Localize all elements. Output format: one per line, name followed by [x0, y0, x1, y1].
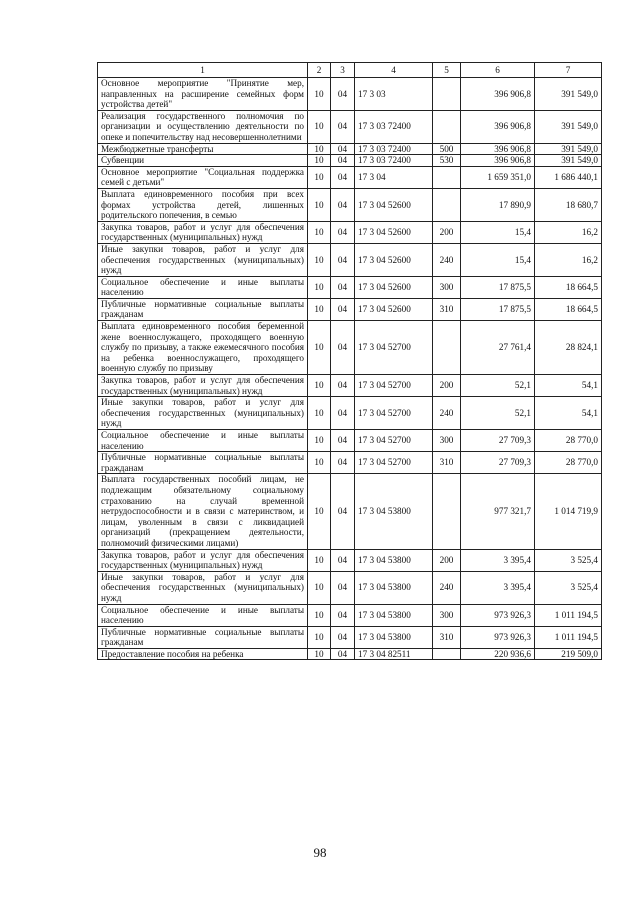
amount-year1-cell: 220 936,6: [461, 648, 535, 660]
amount-year2-cell: 1 686 440,1: [535, 166, 602, 188]
row-name-cell: Выплата единовременного пособия беременной жене военнослужащего, проходящего военную службу по призыву, а также ежемесячного пособия на ребенка военнослужащего, проходящего военную службу по призыву: [98, 321, 308, 375]
subsection-code-cell: 04: [331, 321, 355, 375]
table-row: [98, 143, 602, 155]
table-row: [98, 604, 602, 626]
amount-year1-cell: 396 906,8: [461, 143, 535, 155]
table-row: [98, 110, 602, 143]
table-row: [98, 549, 602, 571]
row-name-cell: Социальное обеспечение и иные выплаты населению: [98, 604, 308, 626]
expense-type-cell: [433, 188, 461, 221]
row-name-cell: Субвенции: [98, 155, 308, 167]
expense-type-cell: 310: [433, 452, 461, 474]
table-row: [98, 474, 602, 549]
target-article-cell: 17 3 04 52600: [355, 221, 433, 243]
section-code-cell: 10: [308, 648, 331, 660]
target-article-cell: 17 3 04 53800: [355, 549, 433, 571]
amount-year2-cell: 54,1: [535, 375, 602, 397]
section-code-cell: 10: [308, 298, 331, 320]
amount-year2-cell: 391 549,0: [535, 155, 602, 167]
row-name-cell: Публичные нормативные социальные выплаты гражданам: [98, 298, 308, 320]
table-row: [98, 221, 602, 243]
amount-year1-cell: 396 906,8: [461, 155, 535, 167]
amount-year2-cell: 391 549,0: [535, 143, 602, 155]
expense-type-cell: 200: [433, 375, 461, 397]
subsection-code-cell: 04: [331, 604, 355, 626]
amount-year1-cell: 973 926,3: [461, 604, 535, 626]
row-name-cell: Иные закупки товаров, работ и услуг для обеспечения государственных (муниципальных) нужд: [98, 243, 308, 276]
subsection-code-cell: 04: [331, 166, 355, 188]
amount-year2-cell: 18 664,5: [535, 298, 602, 320]
section-code-cell: 10: [308, 276, 331, 298]
row-name-cell: Закупка товаров, работ и услуг для обеспечения государственных (муниципальных) нужд: [98, 375, 308, 397]
amount-year1-cell: 27 709,3: [461, 452, 535, 474]
section-code-cell: 10: [308, 143, 331, 155]
row-name-cell: Иные закупки товаров, работ и услуг для обеспечения государственных (муниципальных) нужд: [98, 571, 308, 604]
table-row: [98, 188, 602, 221]
amount-year2-cell: 1 014 719,9: [535, 474, 602, 549]
expense-type-cell: 240: [433, 397, 461, 430]
amount-year1-cell: 52,1: [461, 375, 535, 397]
amount-year2-cell: 16,2: [535, 243, 602, 276]
expense-type-cell: 310: [433, 298, 461, 320]
amount-year1-cell: 977 321,7: [461, 474, 535, 549]
target-article-cell: 17 3 04 52600: [355, 188, 433, 221]
table-body: [98, 78, 602, 660]
row-name-cell: Предоставление пособия на ребенка: [98, 648, 308, 660]
target-article-cell: 17 3 04 53800: [355, 474, 433, 549]
expense-type-cell: 200: [433, 221, 461, 243]
amount-year2-cell: 28 770,0: [535, 430, 602, 452]
row-name-cell: Закупка товаров, работ и услуг для обеспечения государственных (муниципальных) нужд: [98, 221, 308, 243]
subsection-code-cell: 04: [331, 648, 355, 660]
table-row: [98, 276, 602, 298]
expense-type-cell: 530: [433, 155, 461, 167]
amount-year1-cell: 17 890,9: [461, 188, 535, 221]
amount-year1-cell: 15,4: [461, 243, 535, 276]
row-name-cell: Выплата единовременного пособия при всех формах устройства детей, лишенных родительского попечения, в семью: [98, 188, 308, 221]
subsection-code-cell: 04: [331, 78, 355, 111]
row-name-cell: Публичные нормативные социальные выплаты гражданам: [98, 452, 308, 474]
target-article-cell: 17 3 04 53800: [355, 571, 433, 604]
target-article-cell: 17 3 04 53800: [355, 604, 433, 626]
target-article-cell: 17 3 03: [355, 78, 433, 111]
amount-year1-cell: 396 906,8: [461, 110, 535, 143]
row-name-cell: Иные закупки товаров, работ и услуг для обеспечения государственных (муниципальных) нужд: [98, 397, 308, 430]
table-row: [98, 78, 602, 111]
amount-year2-cell: 1 011 194,5: [535, 604, 602, 626]
amount-year2-cell: 28 770,0: [535, 452, 602, 474]
expense-type-cell: 310: [433, 626, 461, 648]
section-code-cell: 10: [308, 78, 331, 111]
table-header-row: [98, 63, 602, 78]
target-article-cell: 17 3 03 72400: [355, 155, 433, 167]
budget-table: [97, 62, 602, 660]
expense-type-cell: 300: [433, 276, 461, 298]
section-code-cell: 10: [308, 110, 331, 143]
subsection-code-cell: 04: [331, 276, 355, 298]
expense-type-cell: [433, 78, 461, 111]
row-name-cell: Межбюджетные трансферты: [98, 143, 308, 155]
amount-year2-cell: 16,2: [535, 221, 602, 243]
table-row: [98, 397, 602, 430]
column-header: 1: [98, 63, 308, 78]
target-article-cell: 17 3 04 53800: [355, 626, 433, 648]
expense-type-cell: 240: [433, 243, 461, 276]
target-article-cell: 17 3 04 52700: [355, 321, 433, 375]
expense-type-cell: 300: [433, 604, 461, 626]
expense-type-cell: 300: [433, 430, 461, 452]
expense-type-cell: [433, 648, 461, 660]
target-article-cell: 17 3 03 72400: [355, 143, 433, 155]
target-article-cell: 17 3 04 52600: [355, 298, 433, 320]
amount-year2-cell: 3 525,4: [535, 571, 602, 604]
amount-year1-cell: 3 395,4: [461, 571, 535, 604]
table-row: [98, 321, 602, 375]
subsection-code-cell: 04: [331, 452, 355, 474]
amount-year1-cell: 1 659 351,0: [461, 166, 535, 188]
column-header: 4: [355, 63, 433, 78]
target-article-cell: 17 3 04 52700: [355, 375, 433, 397]
target-article-cell: 17 3 04 52700: [355, 430, 433, 452]
amount-year1-cell: 27 709,3: [461, 430, 535, 452]
amount-year2-cell: 1 011 194,5: [535, 626, 602, 648]
section-code-cell: 10: [308, 188, 331, 221]
section-code-cell: 10: [308, 321, 331, 375]
target-article-cell: 17 3 04 82511: [355, 648, 433, 660]
subsection-code-cell: 04: [331, 110, 355, 143]
subsection-code-cell: 04: [331, 430, 355, 452]
target-article-cell: 17 3 04 52700: [355, 397, 433, 430]
amount-year1-cell: 52,1: [461, 397, 535, 430]
section-code-cell: 10: [308, 474, 331, 549]
subsection-code-cell: 04: [331, 549, 355, 571]
row-name-cell: Социальное обеспечение и иные выплаты населению: [98, 276, 308, 298]
expense-type-cell: 500: [433, 143, 461, 155]
table-row: [98, 626, 602, 648]
expense-type-cell: [433, 110, 461, 143]
page-number: 98: [313, 845, 327, 860]
amount-year2-cell: 28 824,1: [535, 321, 602, 375]
section-code-cell: 10: [308, 549, 331, 571]
row-name-cell: Публичные нормативные социальные выплаты гражданам: [98, 626, 308, 648]
subsection-code-cell: 04: [331, 155, 355, 167]
table-row: [98, 166, 602, 188]
column-header: 6: [461, 63, 535, 78]
row-name-cell: Реализация государственного полномочия по организации и осуществлению деятельности по опеке и попечительству над несовершеннолетними: [98, 110, 308, 143]
expense-type-cell: 200: [433, 549, 461, 571]
amount-year1-cell: 3 395,4: [461, 549, 535, 571]
amount-year2-cell: 3 525,4: [535, 549, 602, 571]
subsection-code-cell: 04: [331, 474, 355, 549]
subsection-code-cell: 04: [331, 188, 355, 221]
target-article-cell: 17 3 04: [355, 166, 433, 188]
amount-year2-cell: 18 664,5: [535, 276, 602, 298]
table-row: [98, 243, 602, 276]
column-header: 3: [331, 63, 355, 78]
section-code-cell: 10: [308, 430, 331, 452]
column-header: 2: [308, 63, 331, 78]
section-code-cell: 10: [308, 397, 331, 430]
section-code-cell: 10: [308, 604, 331, 626]
subsection-code-cell: 04: [331, 143, 355, 155]
table-row: [98, 298, 602, 320]
expense-type-cell: [433, 166, 461, 188]
table-row: [98, 430, 602, 452]
target-article-cell: 17 3 04 52600: [355, 243, 433, 276]
section-code-cell: 10: [308, 571, 331, 604]
subsection-code-cell: 04: [331, 571, 355, 604]
subsection-code-cell: 04: [331, 298, 355, 320]
table-row: [98, 375, 602, 397]
row-name-cell: Закупка товаров, работ и услуг для обеспечения государственных (муниципальных) нужд: [98, 549, 308, 571]
section-code-cell: 10: [308, 243, 331, 276]
row-name-cell: Выплата государственных пособий лицам, не подлежащим обязательному социальному страхованию на случай временной нетрудоспособности и в связи с материнством, и лицам, уволенным в связи с ликвидацией организаций (прекращением деятельности, полномочий физическими лицами): [98, 474, 308, 549]
table-row: [98, 155, 602, 167]
expense-type-cell: [433, 474, 461, 549]
amount-year2-cell: 391 549,0: [535, 78, 602, 111]
expense-type-cell: [433, 321, 461, 375]
amount-year1-cell: 27 761,4: [461, 321, 535, 375]
section-code-cell: 10: [308, 155, 331, 167]
row-name-cell: Основное мероприятие "Принятие мер, направленных на расширение семейных форм устройства детей": [98, 78, 308, 111]
section-code-cell: 10: [308, 452, 331, 474]
target-article-cell: 17 3 04 52600: [355, 276, 433, 298]
subsection-code-cell: 04: [331, 243, 355, 276]
amount-year1-cell: 396 906,8: [461, 78, 535, 111]
amount-year2-cell: 18 680,7: [535, 188, 602, 221]
amount-year1-cell: 17 875,5: [461, 276, 535, 298]
amount-year1-cell: 973 926,3: [461, 626, 535, 648]
amount-year1-cell: 15,4: [461, 221, 535, 243]
table-row: [98, 648, 602, 660]
row-name-cell: Социальное обеспечение и иные выплаты населению: [98, 430, 308, 452]
subsection-code-cell: 04: [331, 375, 355, 397]
amount-year2-cell: 54,1: [535, 397, 602, 430]
table-row: [98, 571, 602, 604]
amount-year1-cell: 17 875,5: [461, 298, 535, 320]
subsection-code-cell: 04: [331, 397, 355, 430]
section-code-cell: 10: [308, 221, 331, 243]
section-code-cell: 10: [308, 166, 331, 188]
amount-year2-cell: 391 549,0: [535, 110, 602, 143]
section-code-cell: 10: [308, 626, 331, 648]
column-header: 5: [433, 63, 461, 78]
section-code-cell: 10: [308, 375, 331, 397]
target-article-cell: 17 3 04 52700: [355, 452, 433, 474]
subsection-code-cell: 04: [331, 221, 355, 243]
row-name-cell: Основное мероприятие "Социальная поддержка семей с детьми": [98, 166, 308, 188]
column-header: 7: [535, 63, 602, 78]
amount-year2-cell: 219 509,0: [535, 648, 602, 660]
target-article-cell: 17 3 03 72400: [355, 110, 433, 143]
expense-type-cell: 240: [433, 571, 461, 604]
table-row: [98, 452, 602, 474]
subsection-code-cell: 04: [331, 626, 355, 648]
